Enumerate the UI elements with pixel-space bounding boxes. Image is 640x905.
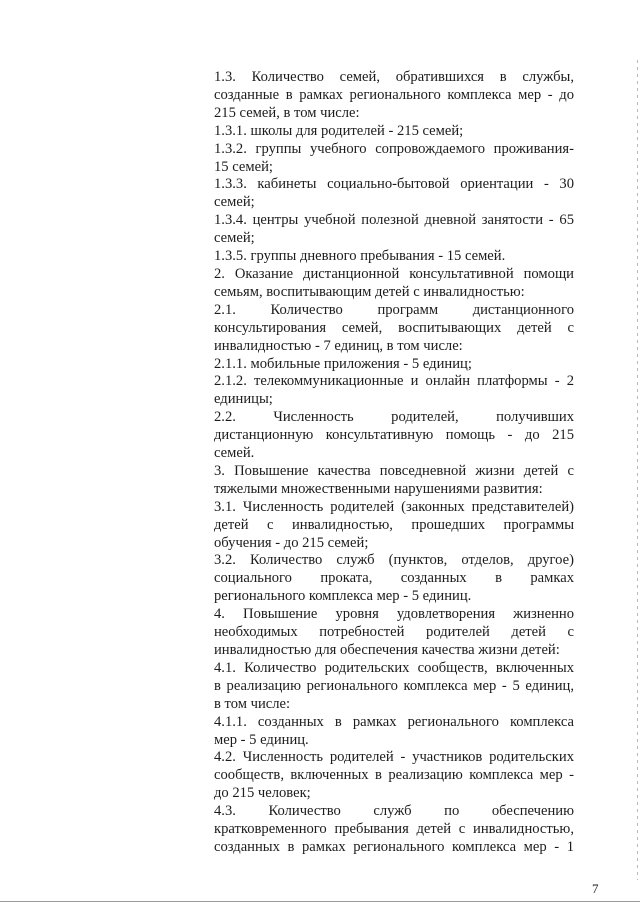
text-line: инвалидностью - 7 единиц, в том числе: bbox=[214, 337, 463, 354]
text-line: 3.1. Численность родителей (законных представителей) bbox=[214, 498, 574, 515]
text-line: 1.3.2. группы учебного сопровождаемого проживания- bbox=[214, 140, 574, 157]
text-line: необходимых потребностей родителей детей с bbox=[214, 624, 574, 641]
text-line: кратковременного пребывания детей с инвалидностью, bbox=[214, 821, 574, 838]
text-line: до 215 человек; bbox=[214, 785, 311, 802]
text-line: созданных в рамках регионального комплекса мер - 1 bbox=[214, 838, 574, 855]
text-line: 2.1. Количество программ дистанционного bbox=[214, 301, 574, 318]
text-line: регионального комплекса мер - 5 единиц. bbox=[214, 588, 472, 605]
text-line: 1.3.1. школы для родителей - 215 семей; bbox=[214, 122, 464, 139]
text-line: консультирования семей, воспитывающих детей с bbox=[214, 319, 574, 336]
text-line: семей; bbox=[214, 230, 255, 247]
text-line: 3.2. Количество служб (пунктов, отделов, другое) bbox=[214, 552, 574, 569]
text-line: семьям, воспитывающим детей с инвалидностью: bbox=[214, 283, 525, 300]
text-line: семей; bbox=[214, 194, 255, 211]
page-number: 7 bbox=[592, 881, 599, 896]
text-line: тяжелыми множественными нарушениями развития: bbox=[214, 480, 543, 497]
text-line: единицы; bbox=[214, 391, 273, 408]
text-line: социального проката, созданных в рамках bbox=[214, 570, 574, 587]
scan-edge-line bbox=[637, 60, 638, 880]
text-line: детей с инвалидностью, прошедших программы bbox=[214, 516, 574, 533]
text-line: обучения - до 215 семей; bbox=[214, 534, 369, 551]
text-line: сообществ, включенных в реализацию комплекса мер - bbox=[214, 767, 574, 784]
text-line: мер - 5 единиц. bbox=[214, 731, 309, 748]
text-line: 4.3. Количество служб по обеспечению bbox=[214, 803, 574, 820]
text-line: семей. bbox=[214, 445, 255, 462]
text-line: 2.2. Численность родителей, получивших bbox=[214, 409, 574, 426]
text-line: 2.1.1. мобильные приложения - 5 единиц; bbox=[214, 355, 472, 372]
text-line: 4. Повышение уровня удовлетворения жизненно bbox=[214, 606, 574, 623]
text-line: 1.3.5. группы дневного пребывания - 15 семей. bbox=[214, 248, 506, 265]
text-line: в том числе: bbox=[214, 695, 291, 712]
text-line: 4.2. Численность родителей - участников родительских bbox=[214, 749, 574, 766]
text-line: созданные в рамках регионального комплекса мер - до bbox=[214, 86, 574, 103]
text-line: инвалидностью для обеспечения качества жизни детей: bbox=[214, 642, 560, 658]
text-line: 1.3.3. кабинеты социально-бытовой ориентации - 30 bbox=[214, 176, 574, 193]
text-line: дистанционную консультативную помощь - до 215 bbox=[214, 427, 574, 444]
text-line: 1.3.4. центры учебной полезной дневной занятости - 65 bbox=[214, 212, 574, 229]
scan-bottom-line bbox=[0, 901, 640, 902]
text-line: 15 семей; bbox=[214, 158, 273, 175]
document-body bbox=[214, 69, 574, 857]
text-line: 2.1.2. телекоммуникационные и онлайн платформы - 2 bbox=[214, 373, 574, 390]
text-line: 4.1.1. созданных в рамках регионального комплекса bbox=[214, 713, 574, 730]
text-line: 3. Повышение качества повседневной жизни детей с bbox=[214, 462, 574, 479]
text-line: 2. Оказание дистанционной консультативной помощи bbox=[214, 265, 574, 282]
text-line: 215 семей, в том числе: bbox=[214, 104, 360, 121]
text-line: в реализацию регионального комплекса мер - 5 единиц, bbox=[214, 677, 574, 694]
text-line: 1.3. Количество семей, обратившихся в службы, bbox=[214, 69, 574, 85]
text-line: 4.1. Количество родительских сообществ, включенных bbox=[214, 659, 574, 676]
